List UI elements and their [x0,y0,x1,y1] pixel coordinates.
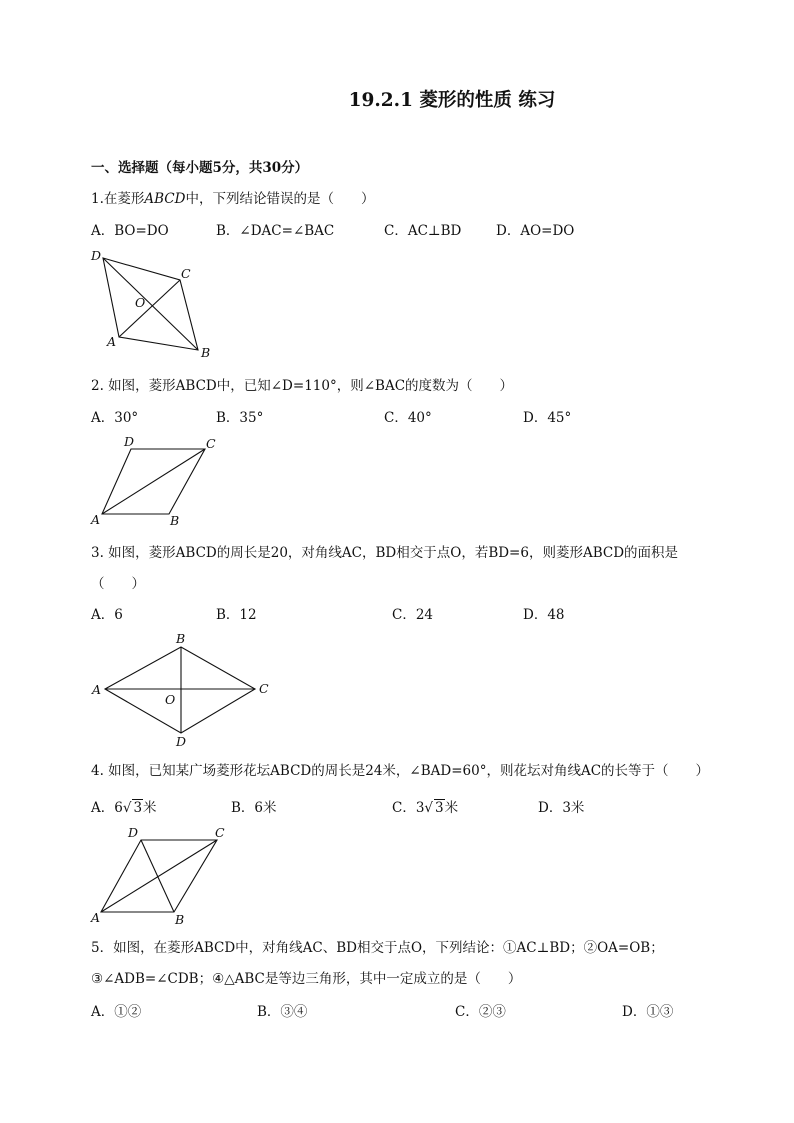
q2-stem: 2. 如图，菱形ABCD中，已知∠D=110°，则∠BAC的度数为（ ） [91,378,514,394]
q4-diagonal-ac [101,840,217,912]
q4-option-a-unit: 米 [143,800,157,816]
q2-option-b: B．35° [216,410,264,426]
q4-label-b: B [175,912,185,927]
q1-label-c: C [181,266,191,281]
q4-option-c-sqrt: √ 3 [424,800,444,816]
q3-option-c: C．24 [392,607,434,623]
q4-diagonal-bd [141,840,174,912]
q4-stem: 4. 如图，已知某广场菱形花坛ABCD的周长是24米，∠BAD=60°，则花坛对角线AC的长等于（ ） [91,763,710,779]
q4-option-d: D．3米 [538,800,585,816]
q1-stem-abcd: ABCD [144,191,186,207]
q3-label-c: C [259,681,269,696]
q4-option-a-coef: A．6 [91,800,123,816]
q4-option-a-radicand: 3 [133,800,143,816]
section-heading: 一、选择题（每小题5分，共30分） [91,160,309,176]
q1-label-a: A [107,334,117,349]
q1-label-b: B [201,345,211,360]
q5-option-d: D．①③ [622,1004,674,1020]
q3-label-d: D [176,734,187,749]
q4-option-c-radicand: 3 [435,800,444,816]
q2-option-d: D．45° [523,410,572,426]
q2-label-a: A [91,512,101,527]
q2-label-c: C [206,436,216,451]
q1-option-b: B．∠DAC=∠BAC [216,223,335,239]
q3-option-d: D．48 [523,607,565,623]
q1-option-a: A．BO=DO [91,223,169,239]
q3-label-a: A [92,682,102,697]
q2-label-b: B [170,513,180,528]
q3-label-o: O [165,692,176,707]
q1-stem-a: 1.在菱形 [91,191,145,207]
q4-option-c-unit: 米 [444,800,459,816]
q5-option-c: C．②③ [455,1004,506,1020]
q3-option-a: A．6 [91,607,123,623]
q5-option-b: B．③④ [257,1004,308,1020]
q5-stem-line2: ③∠ADB=∠CDB；④△ABC是等边三角形，其中一定成立的是（ ） [91,971,522,987]
q2-option-a: A．30° [91,410,139,426]
q3-option-b: B．12 [216,607,257,623]
q5-stem-line1: 5．如图，在菱形ABCD中，对角线AC、BD相交于点O，下列结论：①AC⊥BD；②OA=OB； [91,940,664,956]
q1-stem-b: 中，下列结论错误的是（ ） [185,191,375,207]
q4-label-d: D [128,825,139,840]
q4-option-a-sqrt: √ 3 [122,800,143,816]
q4-option-b: B．6米 [231,800,277,816]
q1-label-o: O [135,295,146,310]
q2-option-c: C．40° [384,410,432,426]
q5-option-a: A．①② [91,1004,142,1020]
q3-label-b: B [176,631,186,646]
q3-stem-line1: 3. 如图，菱形ABCD的周长是20，对角线AC，BD相交于点O，若BD=6，则菱形ABCD的面积是 [91,545,679,561]
q2-label-d: D [124,434,135,449]
q3-stem-line2: （ ） [91,576,145,592]
q1-option-c: C．AC⊥BD [384,223,462,239]
q4-label-c: C [215,825,225,840]
q4-option-c-coef: C．3 [392,800,425,816]
q1-label-d: D [91,248,102,263]
q4-label-a: A [91,910,101,925]
page-title: 19.2.1 菱形的性质 练习 [348,90,556,111]
q1-option-d: D．AO=DO [496,223,575,239]
